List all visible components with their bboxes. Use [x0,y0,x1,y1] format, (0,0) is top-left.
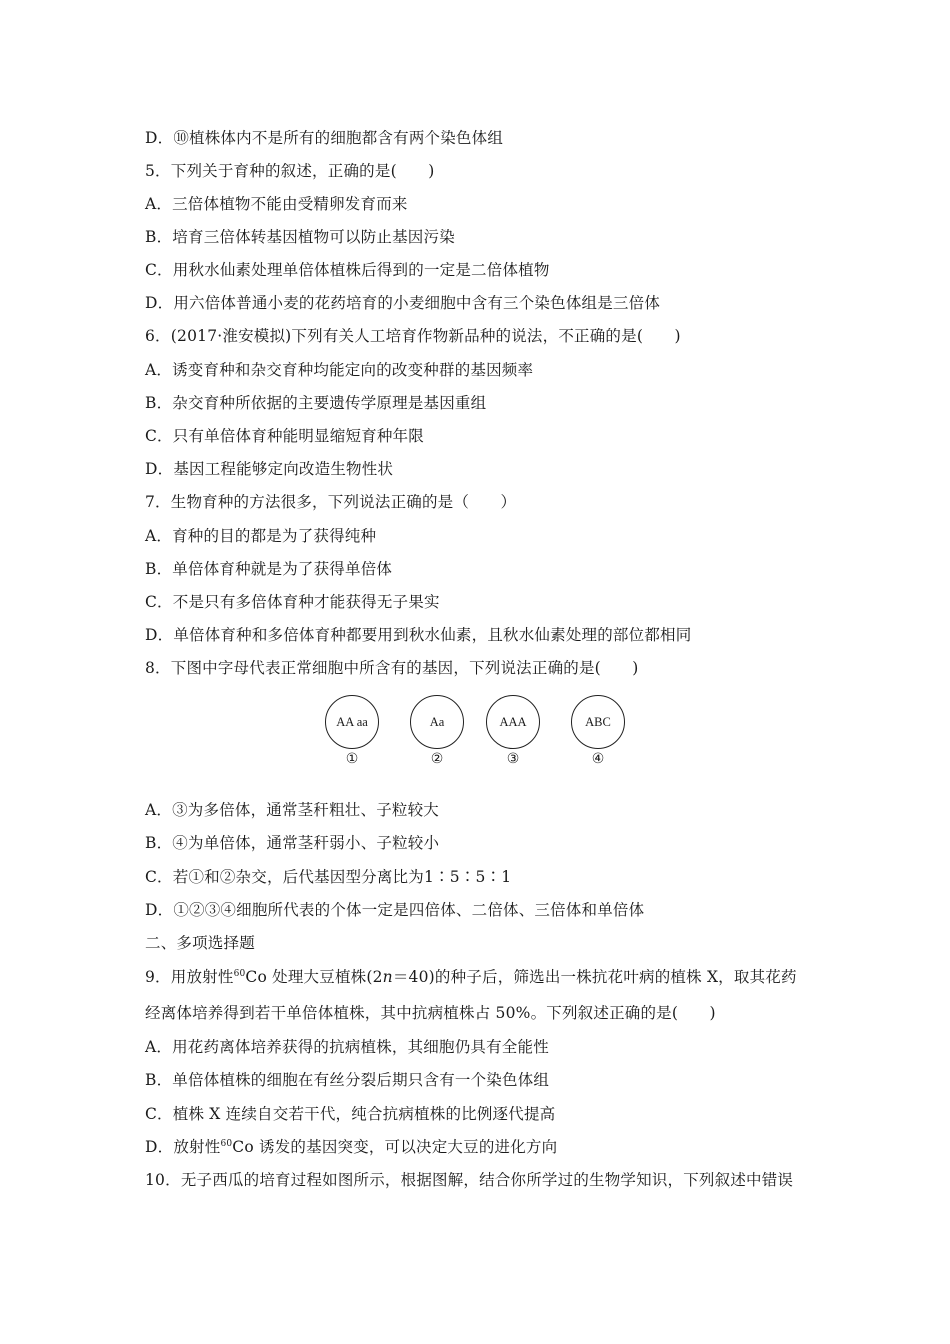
cell-genes-1: AA aa [336,714,368,729]
text-line: A．诱变育种和杂交育种均能定向的改变种群的基因频率 [145,361,534,379]
text-line: B．④为单倍体，通常茎秆弱小、子粒较小 [145,834,440,852]
question-9-line-2: 经离体培养得到若干单倍体植株，其中抗病植株占 50%。下列叙述正确的是( ) [145,1004,716,1022]
cell-circle-4 [571,695,625,749]
cell-genes-3: AAA [499,714,527,729]
text-line: D．用六倍体普通小麦的花药培育的小麦细胞中含有三个染色体组是三倍体 [145,294,661,312]
question-9-option-c: C．植株 X 连续自交若干代，纯合抗病植株的比例逐代提高 [145,1105,556,1123]
text-line: B．培育三倍体转基因植物可以防止基因污染 [145,228,455,246]
cell-gene-figure [320,695,640,770]
text-line: C．不是只有多倍体育种才能获得无子果实 [145,593,440,611]
text-line: B．单倍体育种就是为了获得单倍体 [145,560,393,578]
text-line: 7．生物育种的方法很多，下列说法正确的是（ ） [145,493,517,511]
text-line: A．三倍体植物不能由受精卵发育而来 [145,195,408,213]
question-9-option-d: D．放射性$^{60}$Co 诱发的基因突变，可以决定大豆的进化方向 [145,1138,558,1156]
text-line: D．⑩植株体内不是所有的细胞都含有两个染色体组 [145,129,504,147]
text-line: 二、多项选择题 [145,934,255,952]
cell-circle-2 [410,695,464,749]
question-10-stem: 10．无子西瓜的培育过程如图所示，根据图解，结合你所学过的生物学知识，下列叙述中错误 [145,1171,794,1189]
text-line: 8．下图中字母代表正常细胞中所含有的基因，下列说法正确的是( ) [145,659,639,677]
text-line: C．只有单倍体育种能明显缩短育种年限 [145,427,424,445]
question-9-line-1: 9．用放射性$^{60}$Co 处理大豆植株(2n＝40)的种子后，筛选出一株抗花叶病的植株 X，取其花药 [145,968,797,986]
cell-label-1: ① [345,751,359,767]
text-line: C．若①和②杂交，后代基因型分离比为1∶5∶5∶1 [145,868,512,886]
cell-circle-3 [486,695,540,749]
cell-genes-4: ABC [585,714,611,729]
text-line: C．用秋水仙素处理单倍体植株后得到的一定是二倍体植物 [145,261,550,279]
text-line: 6．(2017·淮安模拟)下列有关人工培育作物新品种的说法，不正确的是( ) [145,327,681,345]
text-line: B．杂交育种所依据的主要遗传学原理是基因重组 [145,394,487,412]
text-line: A．育种的目的都是为了获得纯种 [145,527,377,545]
cell-circle-1 [325,695,379,749]
cell-label-3: ③ [506,751,520,767]
text-line: A．③为多倍体，通常茎秆粗壮、子粒较大 [145,801,439,819]
cell-label-4: ④ [591,751,605,767]
cell-genes-2: Aa [429,714,445,729]
text-line: 5．下列关于育种的叙述，正确的是( ) [145,162,435,180]
text-line: D．基因工程能够定向改造生物性状 [145,460,394,478]
text-line: D．单倍体育种和多倍体育种都要用到秋水仙素，且秋水仙素处理的部位都相同 [145,626,692,644]
cell-label-2: ② [430,751,444,767]
text-line: D．①②③④细胞所代表的个体一定是四倍体、二倍体、三倍体和单倍体 [145,901,645,919]
question-9-option-b: B．单倍体植株的细胞在有丝分裂后期只含有一个染色体组 [145,1071,550,1089]
question-9-option-a: A．用花药离体培养获得的抗病植株，其细胞仍具有全能性 [145,1038,549,1056]
